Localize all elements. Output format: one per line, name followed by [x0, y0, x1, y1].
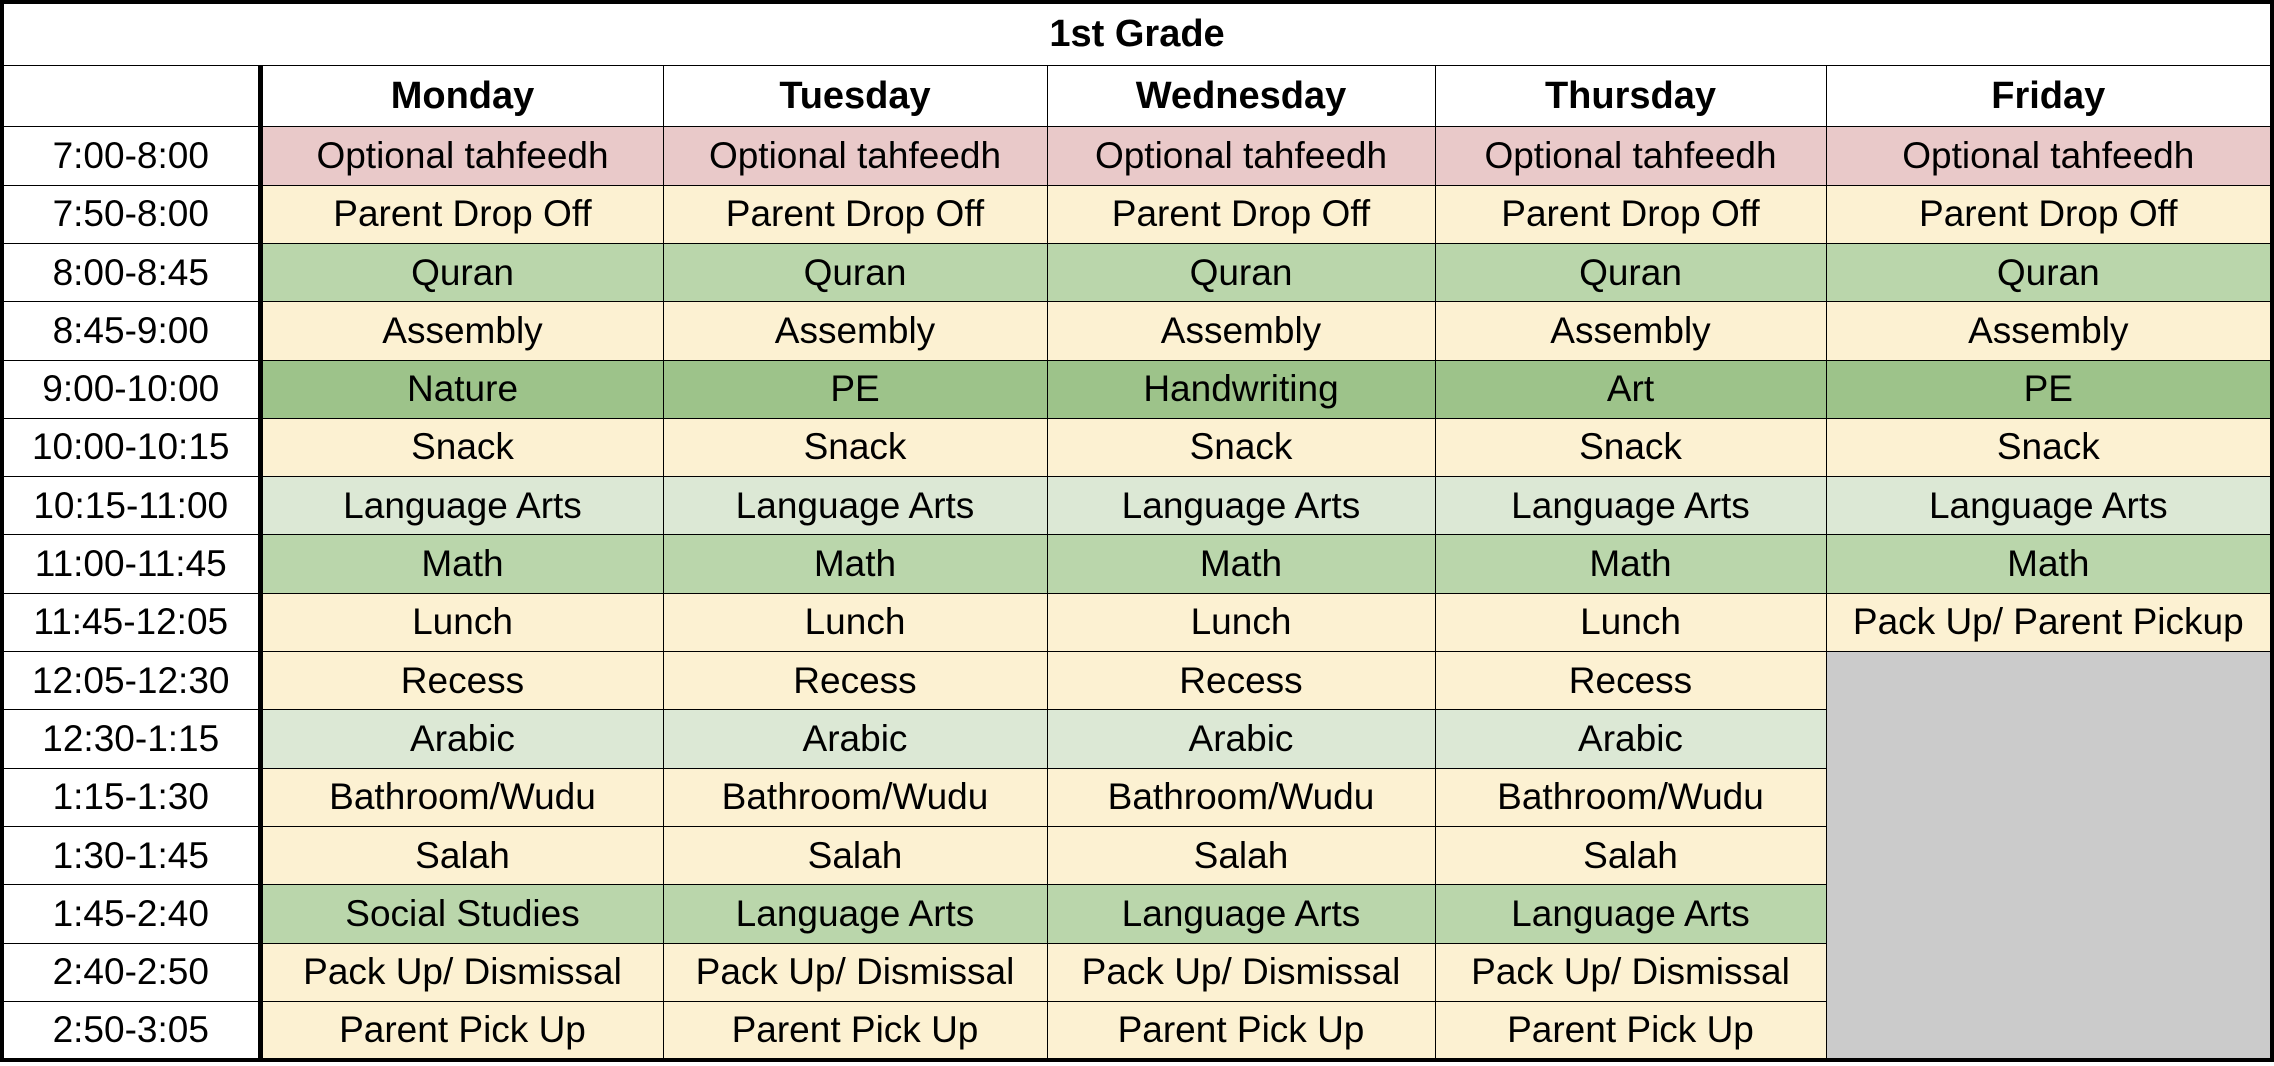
activity-cell-monday: Assembly [260, 302, 663, 360]
schedule-row [2, 127, 2272, 185]
time-slot-cell: 2:40-2:50 [2, 943, 260, 1001]
activity-cell-wednesday: Parent Drop Off [1047, 185, 1435, 243]
schedule-row [2, 360, 2272, 418]
schedule-row [2, 652, 2272, 710]
title-row [2, 2, 2272, 65]
activity-cell-friday: Optional tahfeedh [1826, 127, 2272, 185]
schedule-title: 1st Grade [2, 2, 2272, 65]
activity-cell-tuesday: Parent Drop Off [663, 185, 1047, 243]
activity-cell-friday: PE [1826, 360, 2272, 418]
activity-cell-monday: Nature [260, 360, 663, 418]
activity-cell-thursday: Quran [1435, 243, 1826, 301]
activity-cell-friday: Snack [1826, 418, 2272, 476]
schedule-row [2, 535, 2272, 593]
time-header-blank [2, 65, 260, 126]
activity-cell-tuesday: Recess [663, 652, 1047, 710]
day-header-wednesday: Wednesday [1047, 65, 1435, 126]
activity-cell-tuesday: Optional tahfeedh [663, 127, 1047, 185]
activity-cell-wednesday: Parent Pick Up [1047, 1002, 1435, 1060]
activity-cell-thursday: Art [1435, 360, 1826, 418]
activity-cell-wednesday: Recess [1047, 652, 1435, 710]
activity-cell-monday: Optional tahfeedh [260, 127, 663, 185]
activity-cell-wednesday: Assembly [1047, 302, 1435, 360]
activity-cell-tuesday: Language Arts [663, 885, 1047, 943]
day-header-row [2, 65, 2272, 126]
activity-cell-wednesday: Language Arts [1047, 885, 1435, 943]
activity-cell-thursday: Optional tahfeedh [1435, 127, 1826, 185]
time-slot-cell: 8:45-9:00 [2, 302, 260, 360]
activity-cell-thursday: Language Arts [1435, 885, 1826, 943]
activity-cell-friday: Math [1826, 535, 2272, 593]
activity-cell-wednesday: Handwriting [1047, 360, 1435, 418]
activity-cell-wednesday: Pack Up/ Dismissal [1047, 943, 1435, 1001]
activity-cell-thursday: Arabic [1435, 710, 1826, 768]
activity-cell-monday: Arabic [260, 710, 663, 768]
activity-cell-thursday: Recess [1435, 652, 1826, 710]
activity-cell-friday: Assembly [1826, 302, 2272, 360]
activity-cell-wednesday: Language Arts [1047, 477, 1435, 535]
activity-cell-monday: Language Arts [260, 477, 663, 535]
activity-cell-tuesday: PE [663, 360, 1047, 418]
activity-cell-tuesday: Language Arts [663, 477, 1047, 535]
activity-cell-wednesday: Quran [1047, 243, 1435, 301]
activity-cell-thursday: Lunch [1435, 593, 1826, 651]
activity-cell-thursday: Math [1435, 535, 1826, 593]
day-header-thursday: Thursday [1435, 65, 1826, 126]
time-slot-cell: 10:00-10:15 [2, 418, 260, 476]
time-slot-cell: 1:30-1:45 [2, 827, 260, 885]
activity-cell-friday: Pack Up/ Parent Pickup [1826, 593, 2272, 651]
activity-cell-thursday: Bathroom/Wudu [1435, 768, 1826, 826]
activity-cell-friday: Quran [1826, 243, 2272, 301]
activity-cell-thursday: Pack Up/ Dismissal [1435, 943, 1826, 1001]
activity-cell-monday: Parent Drop Off [260, 185, 663, 243]
activity-cell-tuesday: Math [663, 535, 1047, 593]
time-slot-cell: 12:30-1:15 [2, 710, 260, 768]
activity-cell-wednesday: Optional tahfeedh [1047, 127, 1435, 185]
day-header-monday: Monday [260, 65, 663, 126]
schedule-row [2, 418, 2272, 476]
activity-cell-wednesday: Salah [1047, 827, 1435, 885]
activity-cell-tuesday: Bathroom/Wudu [663, 768, 1047, 826]
schedule-row [2, 243, 2272, 301]
schedule-row [2, 302, 2272, 360]
friday-empty-block [1826, 652, 2272, 1060]
time-slot-cell: 9:00-10:00 [2, 360, 260, 418]
activity-cell-tuesday: Quran [663, 243, 1047, 301]
activity-cell-monday: Lunch [260, 593, 663, 651]
activity-cell-thursday: Language Arts [1435, 477, 1826, 535]
activity-cell-monday: Recess [260, 652, 663, 710]
activity-cell-tuesday: Pack Up/ Dismissal [663, 943, 1047, 1001]
activity-cell-monday: Parent Pick Up [260, 1002, 663, 1060]
activity-cell-thursday: Snack [1435, 418, 1826, 476]
time-slot-cell: 12:05-12:30 [2, 652, 260, 710]
activity-cell-wednesday: Bathroom/Wudu [1047, 768, 1435, 826]
activity-cell-tuesday: Arabic [663, 710, 1047, 768]
activity-cell-wednesday: Math [1047, 535, 1435, 593]
day-header-friday: Friday [1826, 65, 2272, 126]
activity-cell-thursday: Parent Drop Off [1435, 185, 1826, 243]
activity-cell-friday: Parent Drop Off [1826, 185, 2272, 243]
activity-cell-tuesday: Lunch [663, 593, 1047, 651]
time-slot-cell: 8:00-8:45 [2, 243, 260, 301]
time-slot-cell: 1:45-2:40 [2, 885, 260, 943]
time-slot-cell: 2:50-3:05 [2, 1002, 260, 1060]
time-slot-cell: 11:45-12:05 [2, 593, 260, 651]
activity-cell-thursday: Assembly [1435, 302, 1826, 360]
activity-cell-wednesday: Snack [1047, 418, 1435, 476]
activity-cell-monday: Pack Up/ Dismissal [260, 943, 663, 1001]
activity-cell-thursday: Salah [1435, 827, 1826, 885]
activity-cell-thursday: Parent Pick Up [1435, 1002, 1826, 1060]
time-slot-cell: 1:15-1:30 [2, 768, 260, 826]
activity-cell-monday: Quran [260, 243, 663, 301]
activity-cell-tuesday: Assembly [663, 302, 1047, 360]
schedule-row [2, 185, 2272, 243]
activity-cell-friday: Language Arts [1826, 477, 2272, 535]
time-slot-cell: 11:00-11:45 [2, 535, 260, 593]
activity-cell-wednesday: Arabic [1047, 710, 1435, 768]
activity-cell-tuesday: Salah [663, 827, 1047, 885]
schedule-row [2, 593, 2272, 651]
activity-cell-tuesday: Parent Pick Up [663, 1002, 1047, 1060]
time-slot-cell: 7:50-8:00 [2, 185, 260, 243]
day-header-tuesday: Tuesday [663, 65, 1047, 126]
activity-cell-wednesday: Lunch [1047, 593, 1435, 651]
time-slot-cell: 10:15-11:00 [2, 477, 260, 535]
activity-cell-monday: Social Studies [260, 885, 663, 943]
schedule-row [2, 477, 2272, 535]
activity-cell-monday: Salah [260, 827, 663, 885]
time-slot-cell: 7:00-8:00 [2, 127, 260, 185]
activity-cell-monday: Snack [260, 418, 663, 476]
activity-cell-tuesday: Snack [663, 418, 1047, 476]
activity-cell-monday: Math [260, 535, 663, 593]
activity-cell-monday: Bathroom/Wudu [260, 768, 663, 826]
